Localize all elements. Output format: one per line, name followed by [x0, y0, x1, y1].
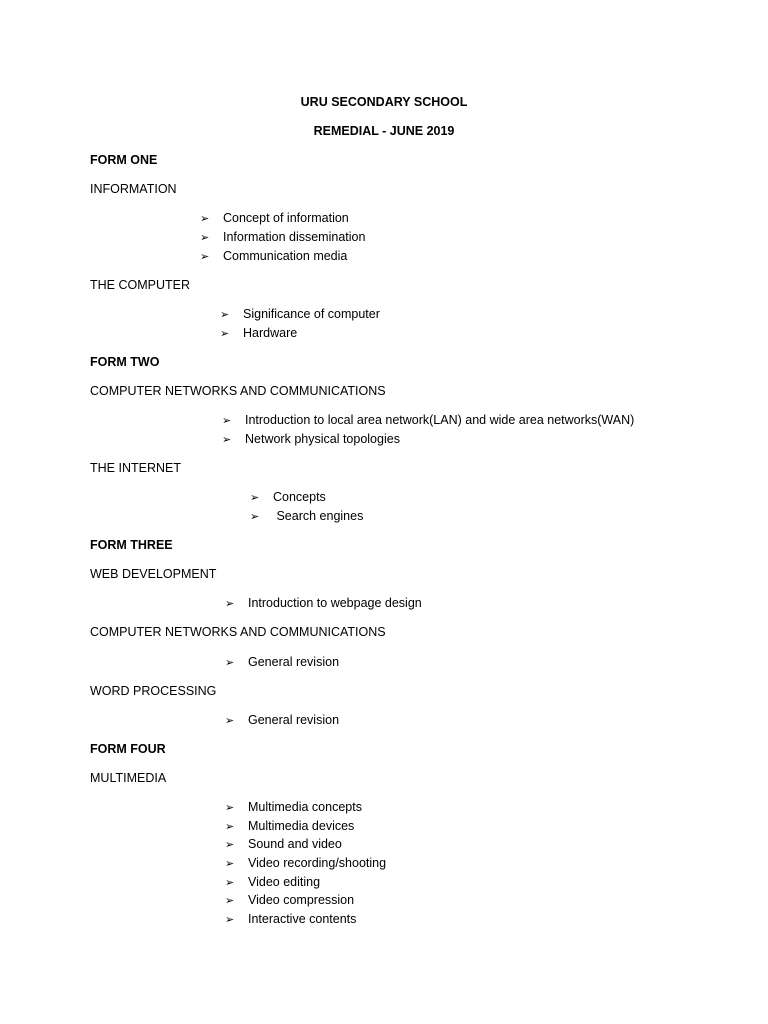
- arrow-bullet-icon: ➢: [225, 715, 235, 727]
- topic-heading: INFORMATION: [90, 182, 177, 196]
- topic-heading: THE COMPUTER: [90, 278, 190, 292]
- list-item: ➢ Hardware: [220, 326, 298, 340]
- list-item: ➢ General revision: [225, 655, 340, 669]
- arrow-bullet-icon: ➢: [225, 877, 235, 889]
- arrow-bullet-icon: ➢: [225, 598, 235, 610]
- list-item: ➢ Introduction to webpage design: [225, 596, 422, 610]
- arrow-bullet-icon: ➢: [250, 511, 260, 523]
- arrow-bullet-icon: ➢: [225, 914, 235, 926]
- list-item: ➢ Video compression: [225, 893, 355, 907]
- list-item: ➢ Video recording/shooting: [225, 856, 387, 870]
- list-item: ➢ Concept of information: [200, 211, 349, 225]
- document-title: URU SECONDARY SCHOOL: [300, 95, 468, 109]
- list-item: ➢ Interactive contents: [225, 912, 357, 926]
- arrow-bullet-icon: ➢: [200, 232, 210, 244]
- arrow-bullet-icon: ➢: [225, 858, 235, 870]
- arrow-bullet-icon: ➢: [220, 309, 230, 321]
- topic-heading: THE INTERNET: [90, 461, 181, 475]
- arrow-bullet-icon: ➢: [250, 492, 260, 504]
- document-subtitle: REMEDIAL - JUNE 2019: [313, 124, 455, 138]
- arrow-bullet-icon: ➢: [200, 251, 210, 263]
- list-item: ➢ Communication media: [200, 249, 348, 263]
- list-item: ➢ Multimedia devices: [225, 819, 355, 833]
- list-item: ➢ Search engines: [250, 509, 364, 523]
- topic-heading: COMPUTER NETWORKS AND COMMUNICATIONS: [90, 625, 386, 639]
- arrow-bullet-icon: ➢: [200, 213, 210, 225]
- list-item: ➢ Multimedia concepts: [225, 800, 362, 814]
- form-heading: FORM TWO: [90, 355, 160, 369]
- topic-heading: COMPUTER NETWORKS AND COMMUNICATIONS: [90, 384, 386, 398]
- list-item: ➢ Significance of computer: [220, 307, 380, 321]
- list-item: ➢ Information dissemination: [200, 230, 366, 244]
- arrow-bullet-icon: ➢: [225, 895, 235, 907]
- arrow-bullet-icon: ➢: [225, 821, 235, 833]
- list-item: ➢ Introduction to local area network(LAN) and wide area networks(WAN): [222, 413, 635, 427]
- list-item: ➢ Sound and video: [225, 837, 342, 851]
- topic-heading: WEB DEVELOPMENT: [90, 567, 217, 581]
- arrow-bullet-icon: ➢: [222, 415, 232, 427]
- list-item: ➢ Concepts: [250, 490, 326, 504]
- arrow-bullet-icon: ➢: [225, 839, 235, 851]
- arrow-bullet-icon: ➢: [225, 802, 235, 814]
- arrow-bullet-icon: ➢: [220, 328, 230, 340]
- arrow-bullet-icon: ➢: [225, 657, 235, 669]
- list-item: ➢ General revision: [225, 713, 340, 727]
- list-item: ➢ Video editing: [225, 875, 321, 889]
- list-item: ➢ Network physical topologies: [222, 432, 400, 446]
- topic-heading: WORD PROCESSING: [90, 684, 217, 698]
- form-heading: FORM THREE: [90, 538, 173, 552]
- topic-heading: MULTIMEDIA: [90, 771, 167, 785]
- form-heading: FORM ONE: [90, 153, 158, 167]
- arrow-bullet-icon: ➢: [222, 434, 232, 446]
- form-heading: FORM FOUR: [90, 742, 166, 756]
